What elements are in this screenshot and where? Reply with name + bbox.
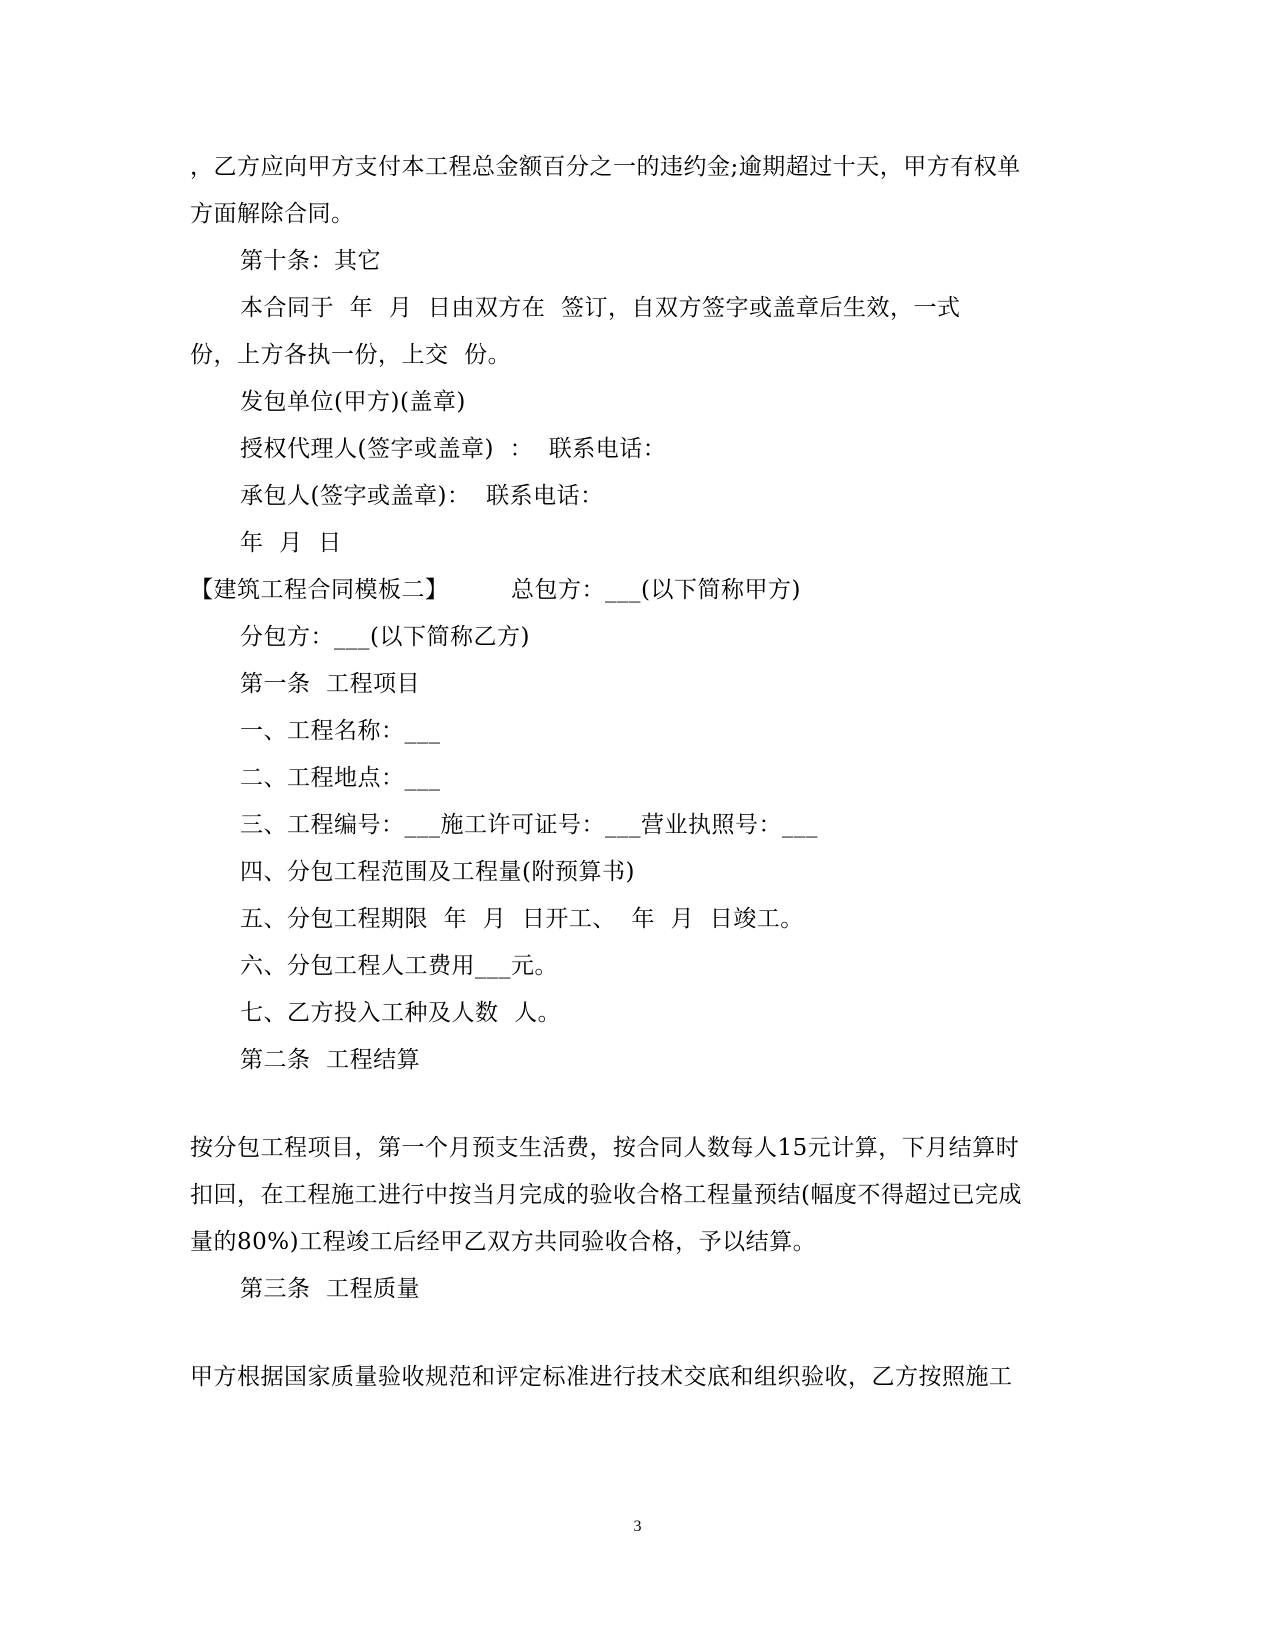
text-line-2: 方面解除合同。: [190, 201, 355, 227]
article-2-heading: 第二条 工程结算: [240, 1047, 421, 1073]
labor-cost-line: 六、分包工程人工费用___元。: [240, 953, 558, 979]
period-line: 五、分包工程期限 年 月 日开工、 年 月 日竣工。: [240, 906, 804, 932]
settlement-line-3: 量的80%)工程竣工后经甲乙双方共同验收合格，予以结算。: [190, 1229, 817, 1255]
scope-line: 四、分包工程范围及工程量(附预算书): [240, 859, 635, 885]
text-line-1: ，乙方应向甲方支付本工程总金额百分之一的违约金;逾期超过十天，甲方有权单: [190, 154, 1021, 180]
date-line: 年 月 日: [240, 530, 342, 556]
article-1-heading: 第一条 工程项目: [240, 671, 421, 697]
quality-line-1: 甲方根据国家质量验收规范和评定标准进行技术交底和组织验收，乙方按照施工: [190, 1364, 1013, 1390]
project-number-line: 三、工程编号：___施工许可证号：___营业执照号：___: [240, 812, 818, 838]
page-number: 3: [633, 1518, 642, 1535]
template-2-title: 【建筑工程合同模板二】 总包方：___(以下简称甲方): [190, 577, 801, 603]
employer-signature-line: 发包单位(甲方)(盖章): [240, 389, 466, 415]
workers-line: 七、乙方投入工种及人数 人。: [240, 1000, 562, 1026]
authorized-agent-line: 授权代理人(签字或盖章) ： 联系电话：: [240, 436, 667, 462]
text-line-5: 份，上方各执一份，上交 份。: [190, 342, 512, 368]
article-10-heading: 第十条：其它: [240, 248, 381, 274]
contractor-signature-line: 承包人(签字或盖章)： 联系电话：: [240, 483, 604, 509]
article-3-heading: 第三条 工程质量: [240, 1276, 421, 1302]
settlement-line-1: 按分包工程项目，第一个月预支生活费，按合同人数每人15元计算，下月结算时: [190, 1135, 1020, 1161]
project-location-line: 二、工程地点：___: [240, 765, 441, 791]
project-name-line: 一、工程名称：___: [240, 718, 441, 744]
text-line-4: 本合同于 年 月 日由双方在 签订，自双方签字或盖章后生效，一式: [240, 295, 961, 321]
settlement-line-2: 扣回，在工程施工进行中按当月完成的验收合格工程量预结(幅度不得超过已完成: [190, 1182, 1022, 1208]
subcontractor-line: 分包方：___(以下简称乙方): [240, 624, 530, 650]
